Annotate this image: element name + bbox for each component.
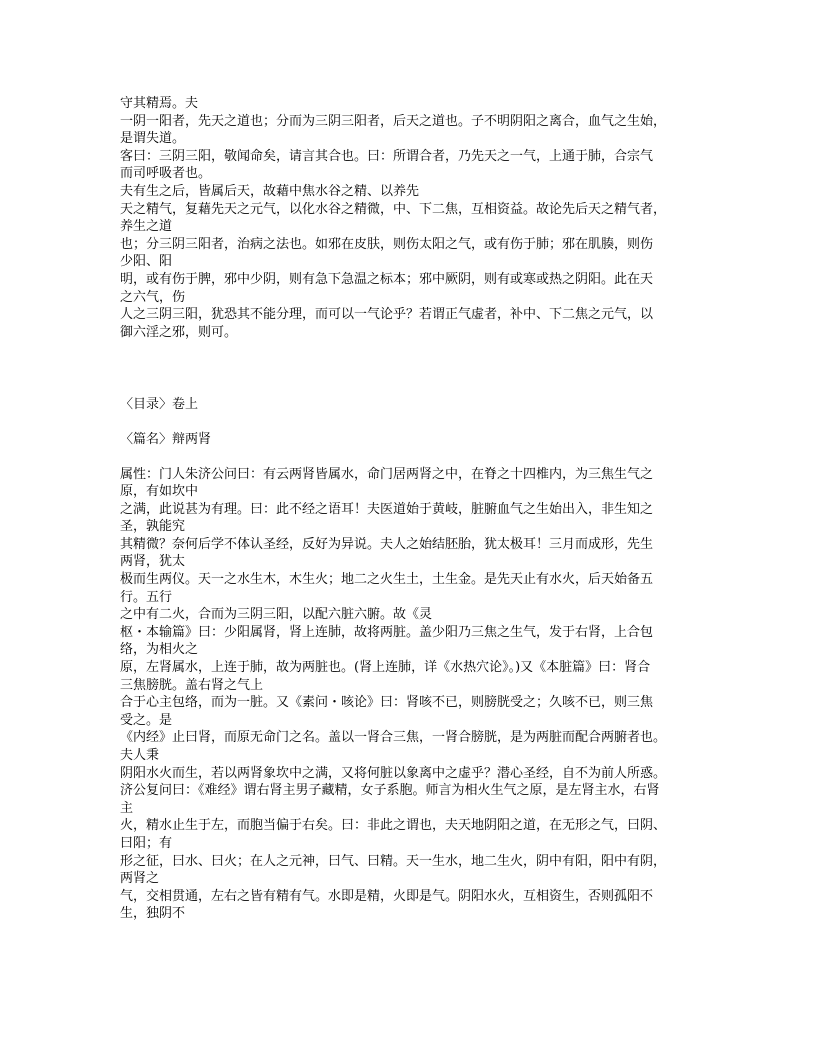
text-line: 属性：门人朱济公问曰：有云两肾皆属水，命门居两肾之中，在脊之十四椎内，为三焦生气之 (120, 466, 654, 482)
spacer (120, 341, 700, 396)
text-line: 受之。是 (120, 712, 173, 728)
section-1 (120, 95, 700, 341)
text-line: 形之征，曰水、曰火；在人之元神，曰气、曰精。天一生水，地二生火，阴中有阳，阳中有阴， (120, 853, 667, 869)
text-line: 之满，此说甚为有理。曰：此不经之语耳！夫医道始于黄岐，脏腑血气之生始出入，非生知之 (120, 501, 654, 517)
text-line: 御六淫之邪，则可。 (120, 324, 238, 340)
text-line: 一阴一阳者，先天之道也；分而为三阴三阳者，后天之道也。子不明阴阳之离合，血气之生始， (120, 113, 667, 129)
text-line: 阴阳水火而生，若以两肾象坎中之满，又将何脏以象离中之虚乎？潜心圣经，自不为前人所惑。 (120, 765, 667, 781)
document-page (120, 95, 700, 923)
spacer (120, 449, 700, 466)
text-line: 气，交相贯通，左右之皆有精有气。水即是精，火即是气。阴阳水火，互相资生，否则孤阳不 (120, 888, 654, 904)
text-line: 之六气，伤 (120, 289, 186, 305)
text-line: 人之三阴三阳，犹恐其不能分理，而可以一气论乎？若谓正气虚者，补中、下二焦之元气，以 (120, 307, 654, 323)
text-line: 圣，孰能究 (120, 519, 186, 535)
text-line: 主 (120, 800, 134, 816)
text-line: 生，独阴不 (120, 906, 186, 922)
text-line: 天之精气，复藉先天之元气，以化水谷之精微，中、下二焦，互相资益。故论先后天之精气者， (120, 201, 667, 217)
text-line: 合于心主包络，而为一脏。又《素问・咳论》曰：肾咳不已，则膀胱受之；久咳不已，则三焦 (120, 695, 654, 711)
text-line: 两肾之 (120, 871, 160, 887)
text-line: 火，精水止生于左，而胞当偏于右矣。曰：非此之谓也，夫天地阴阳之道，在无形之气，曰阴、 (120, 818, 667, 834)
text-line: 曰阳；有 (120, 835, 173, 851)
text-line: 三焦膀胱。盖右肾之气上 (120, 677, 264, 693)
spacer (120, 414, 700, 431)
text-line: 两肾，犹太 (120, 554, 186, 570)
text-line: 原，有如坎中 (120, 484, 199, 500)
text-line: 《内经》止曰肾，而原无命门之名。盖以一肾合三焦，一肾合膀胱，是为两脏而配合两腑者也。 (120, 730, 667, 746)
text-line: 络，为相火之 (120, 642, 199, 658)
text-line: 极而生两仪。天一之水生木，木生火；地二之火生土，土生金。是先天止有水火，后天始备五 (120, 572, 654, 588)
chapter-label: 〈篇名〉辩两肾 (120, 431, 212, 447)
text-line: 之中有二火，合而为三阴三阳，以配六脏六腑。故《灵 (120, 607, 433, 623)
text-line: 济公复问曰：《难经》谓右肾主男子藏精，女子系胞。师言为相火生气之原，是左肾主水，右肾 (120, 783, 660, 799)
toc-label: 〈目录〉卷上 (120, 397, 199, 413)
text-line: 少阳、阳 (120, 254, 173, 270)
text-line: 也；分三阴三阳者，治病之法也。如邪在皮肤，则伤太阳之气，或有伤于肺；邪在肌腠，则伤 (120, 236, 654, 252)
text-line: 是谓失道。 (120, 131, 186, 147)
text-line: 而司呼吸者也。 (120, 166, 212, 182)
section-2 (120, 466, 700, 923)
text-line: 原，左肾属水，上连于肺，故为两脏也。(肾上连肺，详《水热穴论》。)又《本脏篇》曰：肾合 (120, 660, 651, 676)
text-line: 夫有生之后，皆属后天，故藉中焦水谷之精、以养先 (120, 183, 420, 199)
text-line: 守其精焉。夫 (120, 96, 199, 111)
text-line: 其精微？奈何后学不体认圣经，反好为异说。夫人之始结胚胎，犹太极耳！三月而成形，先生 (120, 536, 654, 552)
text-line: 明，或有伤于脾，邪中少阴，则有急下急温之标本；邪中厥阴，则有或寒或热之阴阳。此在天 (120, 271, 654, 287)
text-line: 养生之道 (120, 219, 173, 235)
text-line: 客曰：三阴三阳，敬闻命矣，请言其合也。曰：所谓合者，乃先天之一气，上通于肺，合宗气 (120, 148, 654, 164)
text-line: 行。五行 (120, 589, 173, 605)
text-line: 夫人秉 (120, 748, 160, 763)
text-line: 枢・本输篇》曰：少阳属肾，肾上连肺，故将两脏。盖少阳乃三焦之生气，发于右肾，上合包 (120, 624, 654, 640)
